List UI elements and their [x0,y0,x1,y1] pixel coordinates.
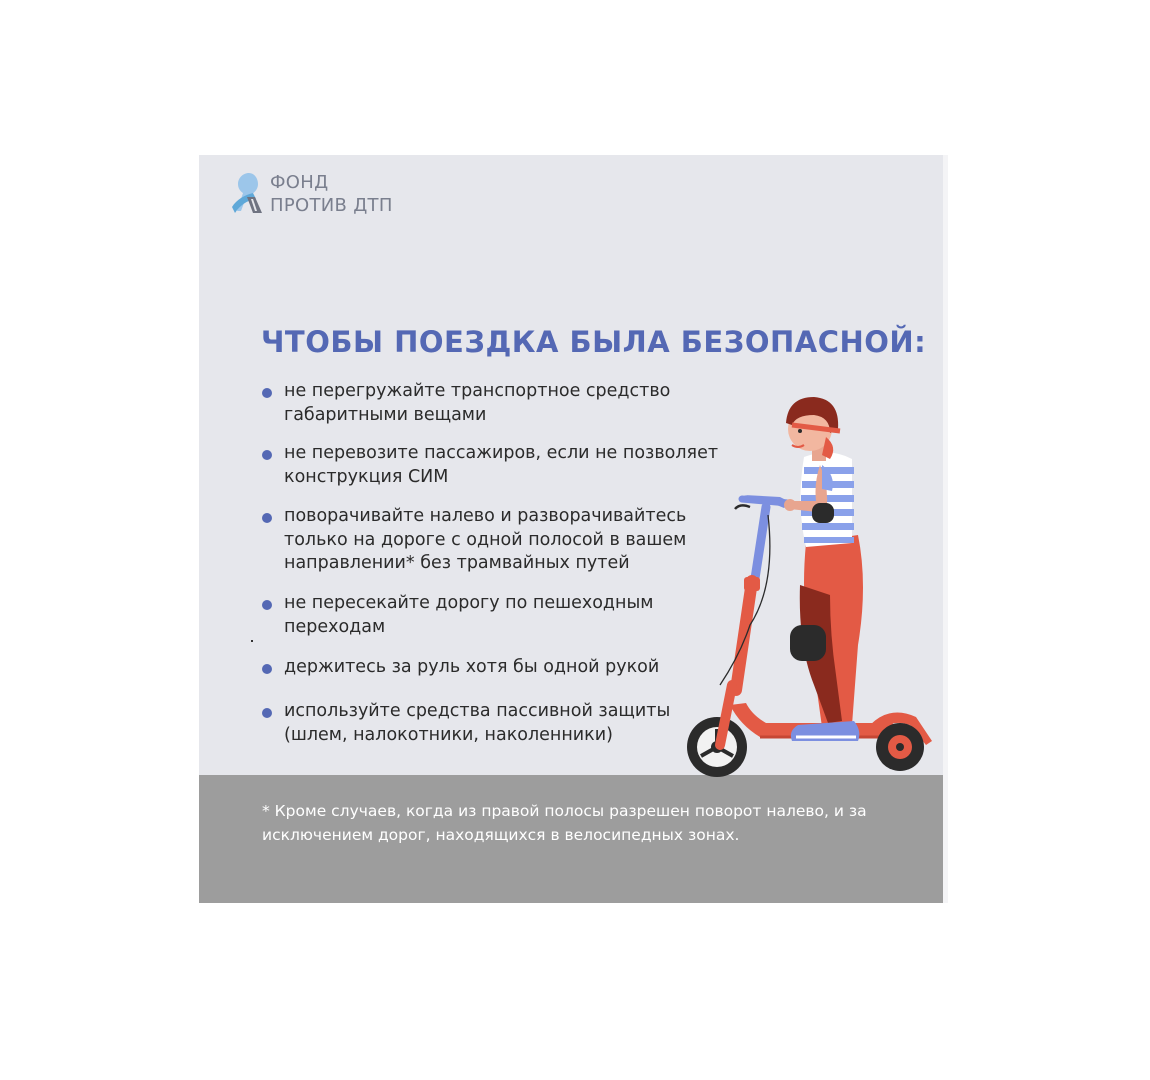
bullet-icon [262,513,272,523]
bullet-icon [262,450,272,460]
rule-text: используйте средства пассивной защиты (шлем, налокотники, наколенники) [284,701,671,745]
page-title: ЧТОБЫ ПОЕЗДКА БЫЛА БЕЗОПАСНОЙ: [261,325,927,359]
footnote-panel [199,775,943,903]
rule-text: не перегружайте транспортное средство габаритными вещами [284,381,671,425]
rule-text: держитесь за руль хотя бы одной рукой [284,657,660,677]
card-edge [943,155,948,903]
rule-text: не перевозите пассажиров, если не позволяет конструкция СИМ [284,443,719,487]
logo-text [270,171,393,217]
bullet-icon [262,600,272,610]
stray-dot [251,640,253,642]
logo-line-2: ПРОТИВ ДТП [270,195,393,216]
rule-text: не пересекайте дорогу по пешеходным переходам [284,593,654,637]
footnote-text: * Кроме случаев, когда из правой полосы разрешен поворот налево, и за исключением дорог, находящихся в велосипедных зонах. [262,802,867,844]
logo [229,169,429,219]
rule-text: поворачивайте налево и разворачивайтесь только на дороге с одной полосой в вашем направлении* без трамвайных путей [284,506,687,573]
bullet-icon [262,708,272,718]
person-on-electric-scooter-icon [680,385,940,785]
bullet-icon [262,664,272,674]
bullet-icon [262,388,272,398]
logo-line-1: ФОНД [270,172,329,193]
road-ribbon-logo-icon [229,169,265,219]
